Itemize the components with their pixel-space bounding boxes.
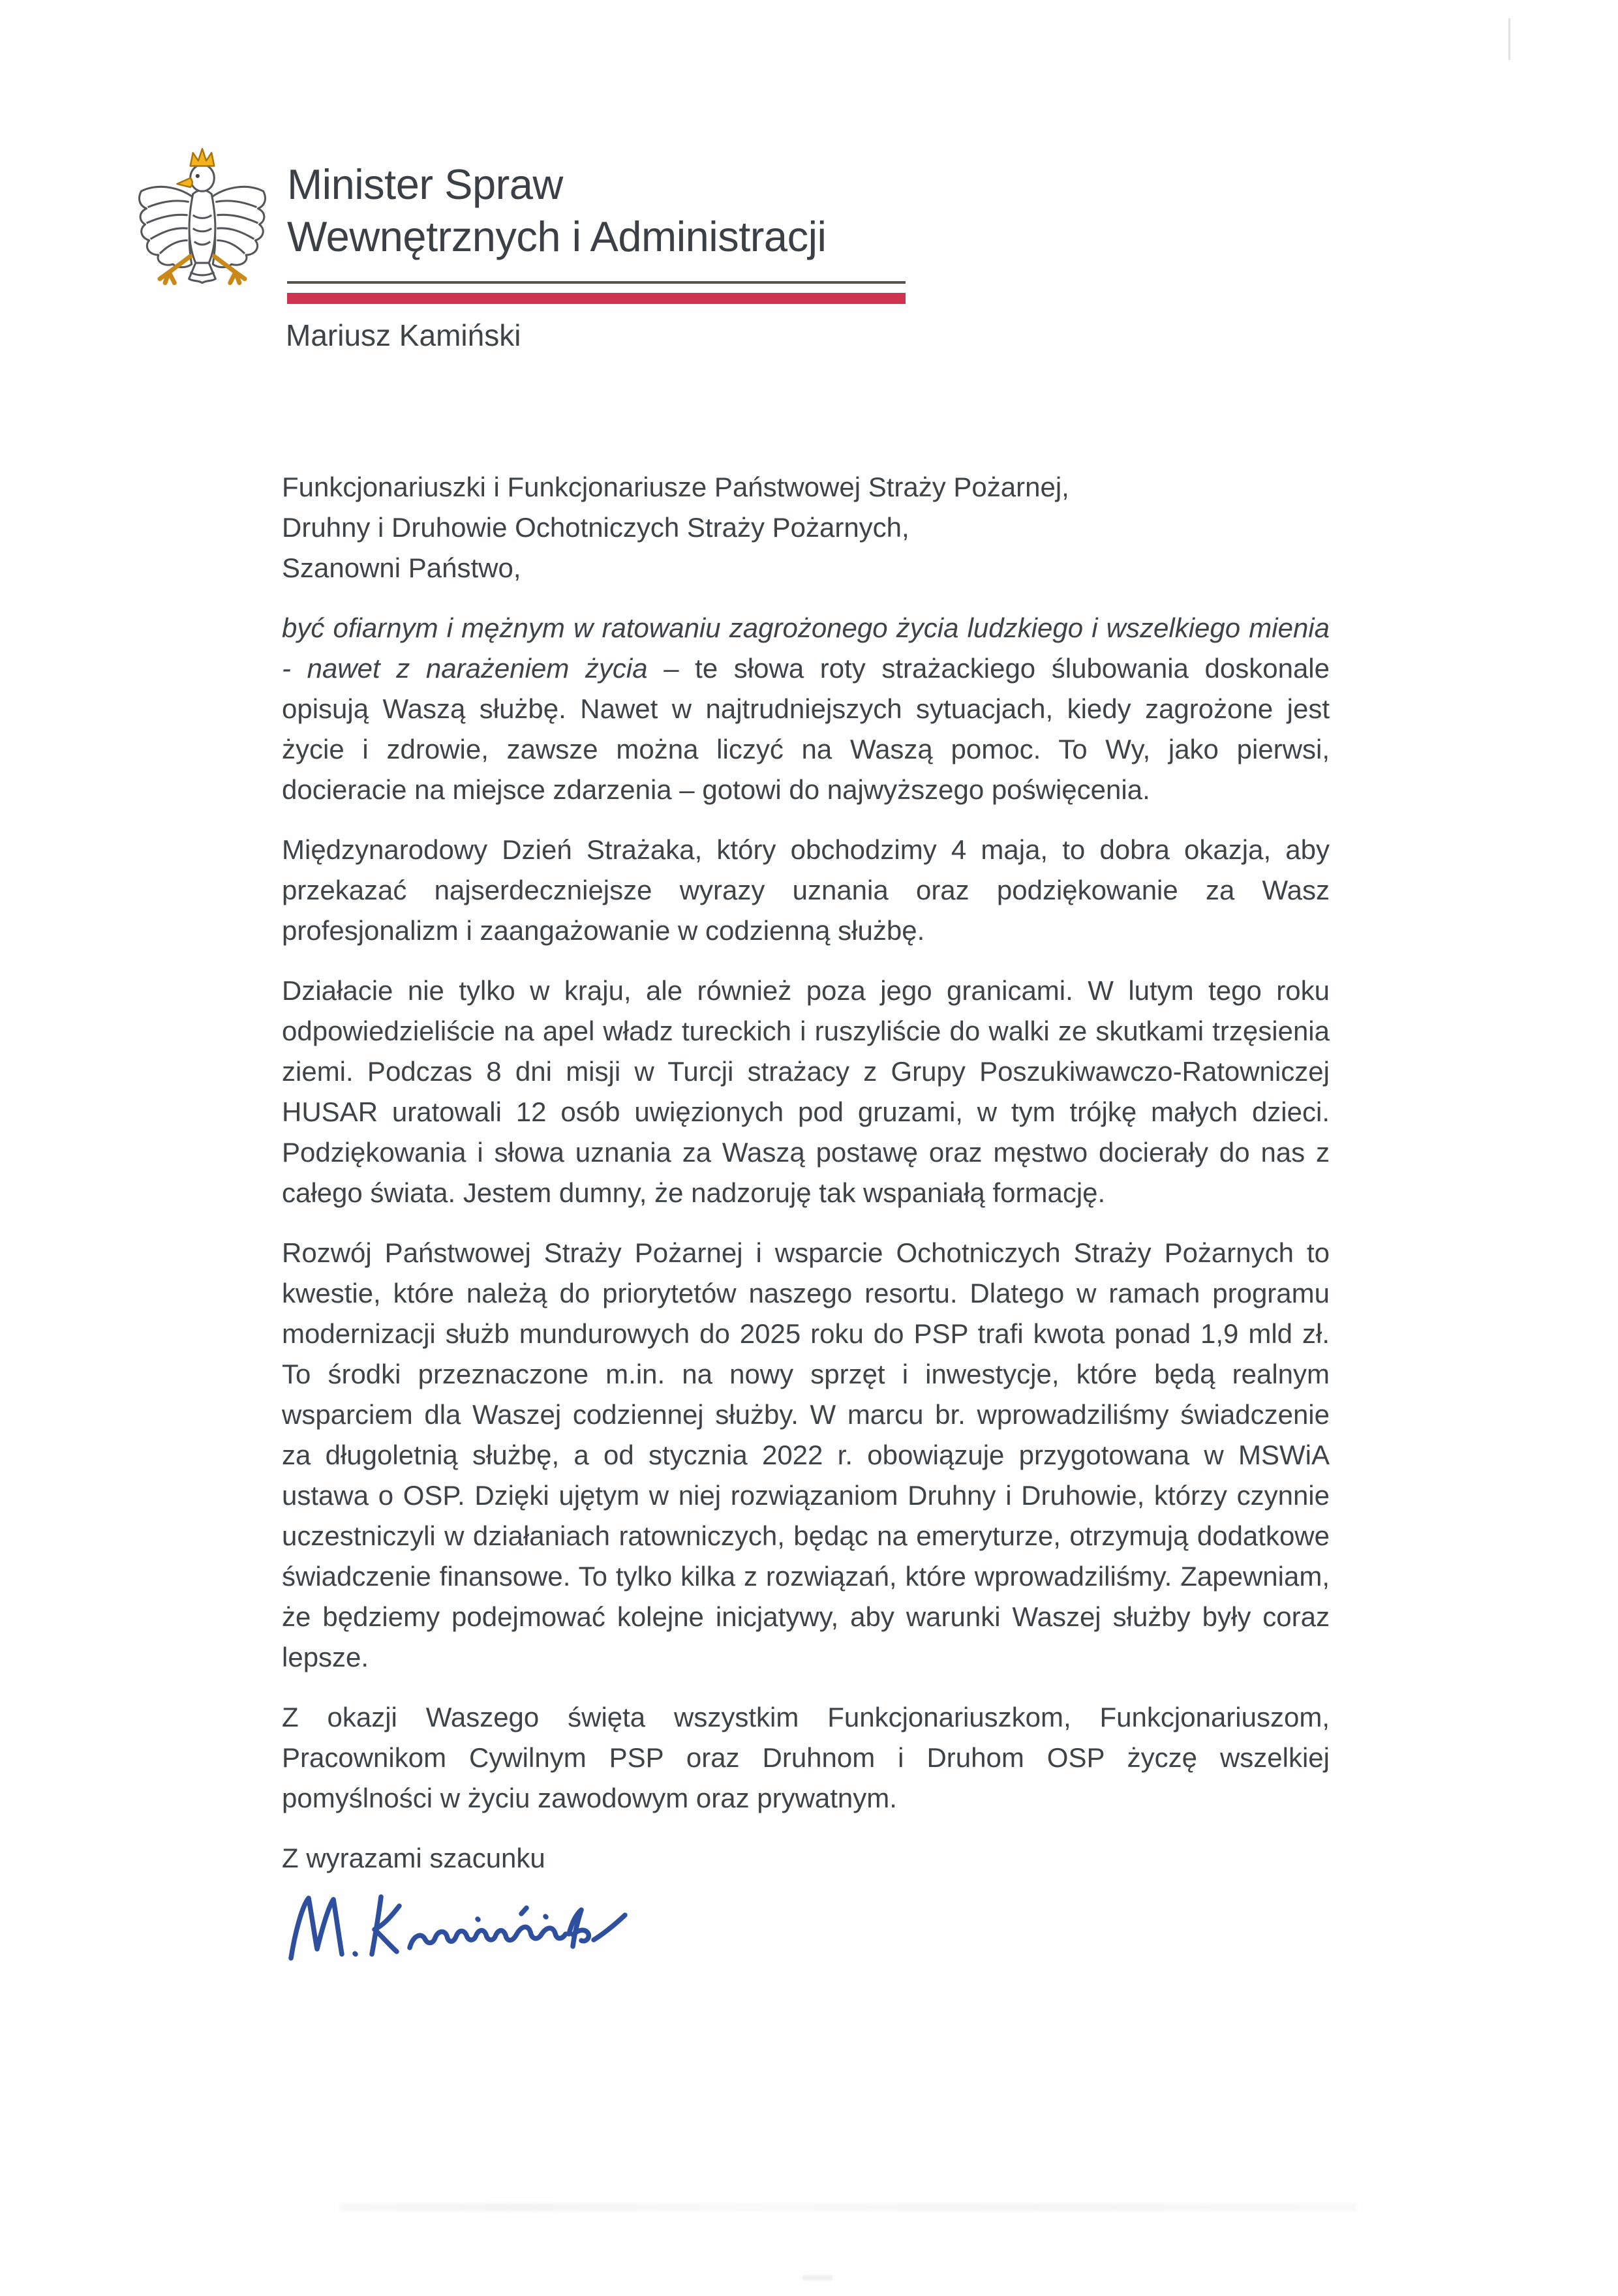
salutation-line-1: Funkcjonariuszki i Funkcjonariusze Państwowej Straży Pożarnej, <box>282 472 1069 502</box>
salutation <box>282 467 1330 588</box>
scan-artifact <box>802 2275 832 2280</box>
paragraph-turkey-mission: Działacie nie tylko w kraju, ale również poza jego granicami. W lutym tego roku odpowiedzieliście na apel władz tureckich i ruszyliście do walki ze skutkami trzęsienia ziemi. Podczas 8 dni misji w Turcji strażacy z Grupy Poszukiwawczo-Ratowniczej HUSAR uratowali 12 osób uwięzionych pod gruzami, w tym trójkę małych dzieci. Podziękowania i słowa uznania za Waszą postawę oraz męstwo docierały do nas z całego świata. Jestem dumny, że nadzoruję tak wspaniałą formację. <box>282 975 1330 1208</box>
salutation-line-2: Druhny i Druhowie Ochotniczych Straży Pożarnych, <box>282 512 909 543</box>
ministry-name-line2: Wewnętrznych i Administracji <box>287 213 827 260</box>
scan-artifact <box>339 2203 1357 2211</box>
ministry-title <box>287 159 826 263</box>
salutation-line-3: Szanowni Państwo, <box>282 552 521 583</box>
signature-block <box>282 1888 647 1972</box>
header-rule-dark <box>287 281 906 284</box>
closing-line: Z wyrazami szacunku <box>282 1843 545 1873</box>
paragraph-wishes: Z okazji Waszego święta wszystkim Funkcjonariuszkom, Funkcjonariuszom, Pracownikom Cywilnym PSP oraz Druhnom i Druhom OSP życzę wszelkiej pomyślności w życiu zawodowym oraz prywatnym. <box>282 1702 1330 1813</box>
minister-name: Mariusz Kamiński <box>286 318 521 352</box>
letter-body <box>282 467 1330 1972</box>
handwritten-signature <box>282 1888 647 1972</box>
header-flag-red-bar <box>287 293 906 304</box>
paragraph-modernization: Rozwój Państwowej Straży Pożarnej i wsparcie Ochotniczych Straży Pożarnych to kwestie, które należą do priorytetów naszego resortu. Dlatego w ramach programu modernizacji służb mundurowych do 2025 roku do PSP trafi kwota ponad 1,9 mld zł. To środki przeznaczone m.in. na nowy sprzęt i inwestycje, które będą realnym wsparciem dla Waszej codziennej służby. W marcu br. wprowadziliśmy świadczenie za długoletnią służbę, a od stycznia 2022 r. obowiązuje przygotowana w MSWiA ustawa o OSP. Dzięki ujętym w niej rozwiązaniom Druhny i Druhowie, którzy czynnie uczestniczyli w działaniach ratowniczych, będąc na emeryturze, otrzymują dodatkowe świadczenie finansowe. To tylko kilka z rozwiązań, które wprowadziliśmy. Zapewniam, że będziemy podejmować kolejne inicjatywy, aby warunki Waszej służby były coraz lepsze. <box>282 1237 1330 1672</box>
paragraph-oath-quote <box>282 608 1330 810</box>
ministry-name-line1: Minister Spraw <box>287 160 563 208</box>
scan-artifact <box>1508 18 1510 60</box>
oath-quote-regular: – te słowa roty strażackiego ślubowania doskonale opisują Waszą służbę. Nawet w najtrudniejszych sytuacjach, kiedy zagrożone jest życie i zdrowie, zawsze można liczyć na Waszą pomoc. To Wy, jako pierwsi, docieracie na miejsce zdarzenia – gotowi do najwyższego poświęcenia. <box>282 653 1330 805</box>
oath-quote-italic: być ofiarnym i mężnym w ratowaniu zagrożonego życia ludzkiego i wszelkiego mienia - nawet z narażeniem życia <box>282 612 1330 684</box>
paragraph-firefighters-day: Międzynarodowy Dzień Strażaka, który obchodzimy 4 maja, to dobra okazja, aby przekazać najserdeczniejsze wyrazy uznania oraz podziękowanie za Wasz profesjonalizm i zaangażowanie w codzienną służbę. <box>282 834 1330 946</box>
coat-of-arms-eagle <box>129 146 275 297</box>
